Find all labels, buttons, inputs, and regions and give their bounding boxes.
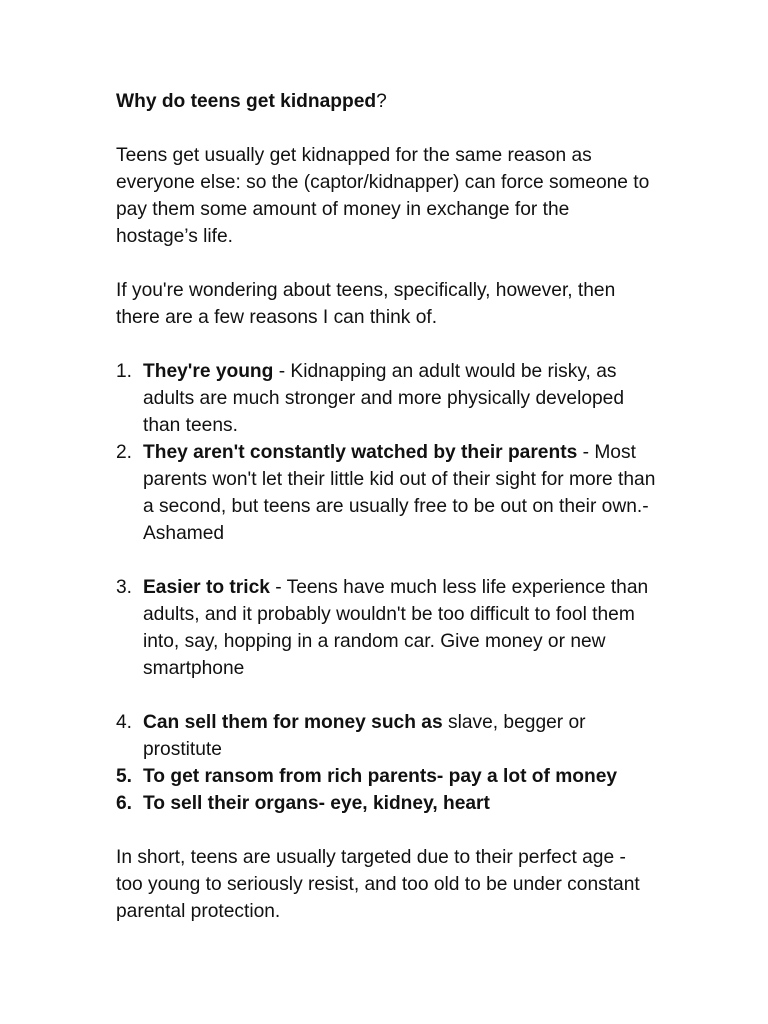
- closing-paragraph: In short, teens are usually targeted due to their perfect age - too young to seriously resist, and too old to be under constant parental protection.: [116, 847, 640, 922]
- list-item: [116, 574, 656, 682]
- list-item-number: 5.: [116, 766, 133, 787]
- reasons-intro-paragraph: If you're wondering about teens, specifically, however, then there are a few reasons I can think of.: [116, 280, 616, 328]
- list-item-text: slave, begger or prostitute: [143, 712, 586, 760]
- list-item: [116, 439, 656, 547]
- list-item-number: 1.: [116, 361, 133, 382]
- list-item-bold-lead: Can sell them for money such as: [143, 712, 443, 733]
- title-bold-text: Why do teens get kidnapped: [116, 91, 377, 112]
- reasons-list: [116, 358, 656, 817]
- document-page: [116, 88, 656, 925]
- list-item-bold-lead: To sell their organs- eye, kidney, heart: [143, 793, 490, 814]
- document-title: [116, 88, 656, 115]
- list-item-bold-lead: To get ransom from rich parents- pay a lot of money: [143, 766, 618, 787]
- list-item-number: 4.: [116, 712, 133, 733]
- title-question-mark: ?: [376, 91, 387, 112]
- list-item: [116, 709, 656, 763]
- list-item-number: 6.: [116, 793, 133, 814]
- list-item-bold-lead: They're young: [143, 361, 274, 382]
- list-item: [116, 358, 656, 439]
- list-item: [116, 763, 656, 790]
- list-item: [116, 790, 656, 817]
- list-item-number: 3.: [116, 577, 133, 598]
- list-item-number: 2.: [116, 442, 133, 463]
- intro-paragraph: Teens get usually get kidnapped for the same reason as everyone else: so the (captor/kidnapper) can force someone to pay them some amount of money in exchange for the hostage’s life.: [116, 145, 650, 247]
- list-item-bold-lead: They aren't constantly watched by their parents: [143, 442, 578, 463]
- list-item-text: - Kidnapping an adult would be risky, as adults are much stronger and more physically developed than teens.: [143, 361, 625, 436]
- list-item-bold-lead: Easier to trick: [143, 577, 270, 598]
- list-item-text: - Most parents won't let their little kid out of their sight for more than a second, but teens are usually free to be out on their own.-Ashamed: [143, 442, 656, 544]
- list-item-text: - Teens have much less life experience than adults, and it probably wouldn't be too difficult to fool them into, say, hopping in a random car. Give money or new smartphone: [143, 577, 649, 679]
